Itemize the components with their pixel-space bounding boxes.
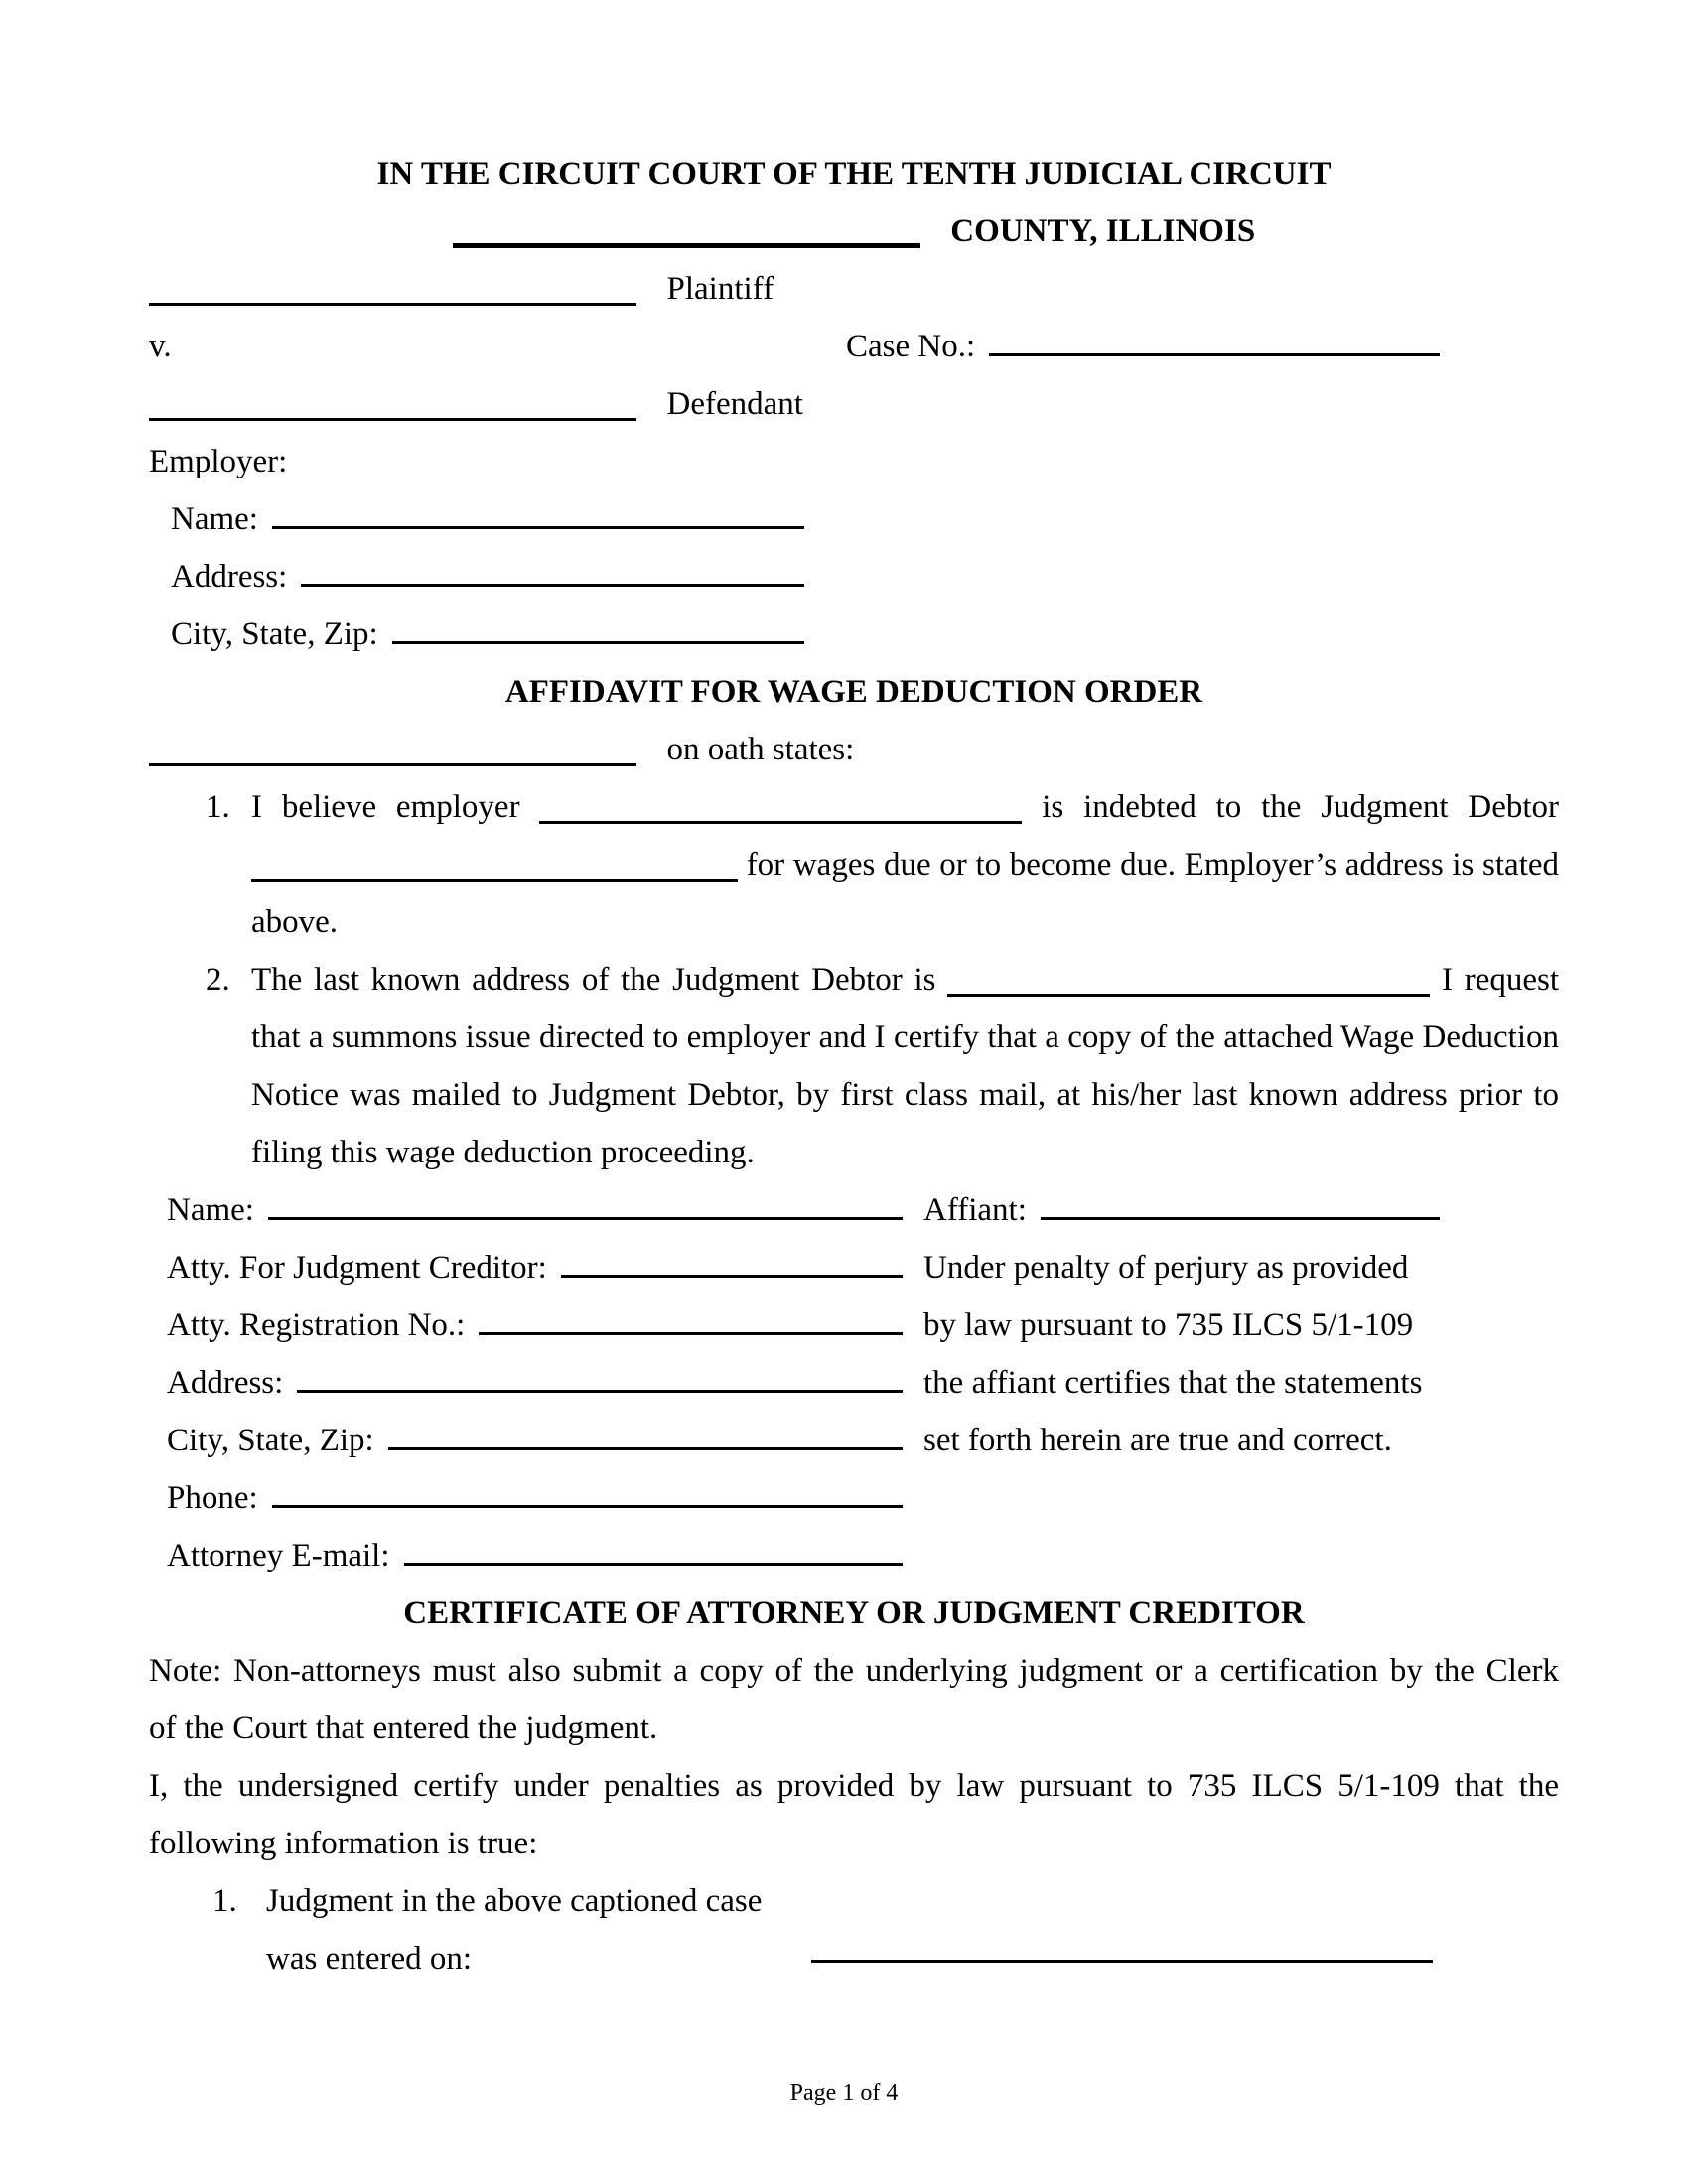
certificate-body-line2	[149, 1815, 1559, 1872]
employer-name-field[interactable]	[272, 496, 804, 529]
sig-email-group	[149, 1527, 903, 1584]
certificate-body-line1	[149, 1757, 1559, 1815]
perjury-line2	[923, 1297, 1440, 1354]
cert-item1-number: 1.	[212, 1883, 237, 1919]
certificate-title-text: CERTIFICATE OF ATTORNEY OR JUDGMENT CREDITOR	[403, 1595, 1305, 1631]
affidavit-title	[149, 663, 1559, 721]
item1-text-a: I believe employer	[251, 789, 520, 825]
affidavit-item1-line3	[149, 893, 1559, 951]
affiant-oath-name-field[interactable]	[149, 734, 636, 766]
sig-city-row	[149, 1412, 1559, 1469]
atty-creditor-field[interactable]	[561, 1245, 903, 1278]
oath-suffix-label: on oath states:	[666, 732, 855, 767]
sig-name-group	[149, 1181, 903, 1239]
county-line	[149, 203, 1559, 260]
court-title	[149, 145, 1559, 203]
certify-text-1: I, the undersigned certify under penalties as provided by law pursuant to 735 ILCS 5/1-109 that the	[149, 1768, 1559, 1804]
sig-city-group	[149, 1412, 903, 1469]
employer-heading-label: Employer:	[149, 444, 288, 479]
employer-name-line	[149, 490, 804, 548]
sig-name-field[interactable]	[268, 1187, 903, 1220]
judgment-date-field[interactable]	[811, 1930, 1433, 1963]
employer-address-line	[149, 548, 804, 606]
affiant-label: Affiant:	[923, 1192, 1027, 1228]
case-number-label: Case No.:	[846, 329, 976, 364]
sig-atty-reg-row	[149, 1297, 1559, 1354]
versus-case-line	[149, 318, 1559, 375]
item1-text-c: for wages due or to become due. Employer’s address is stated	[746, 847, 1559, 883]
perjury-text-3: the affiant certifies that the statements	[923, 1365, 1423, 1401]
cert-item1-text2: was entered on:	[266, 1941, 473, 1977]
certify-text-2: following information is true:	[149, 1826, 538, 1861]
note-text-2: of the Court that entered the judgment.	[149, 1710, 658, 1746]
perjury-line1	[923, 1239, 1440, 1297]
sig-email-field[interactable]	[404, 1533, 903, 1566]
sig-phone-group	[149, 1469, 903, 1527]
certificate-note-line1	[149, 1642, 1559, 1700]
perjury-line4	[923, 1412, 1440, 1469]
sig-phone-field[interactable]	[272, 1475, 903, 1508]
sig-phone-label: Phone:	[167, 1480, 258, 1516]
item1-number: 1.	[206, 789, 230, 825]
perjury-line3	[923, 1354, 1440, 1412]
item1-debtor-field[interactable]	[251, 849, 738, 882]
affidavit-item2-line2	[149, 1009, 1559, 1066]
item2-text-a: The last known address of the Judgment Debtor is	[251, 962, 936, 998]
affidavit-item2-line3	[149, 1066, 1559, 1124]
certificate-item1-line1	[149, 1872, 1559, 1930]
affiant-field[interactable]	[1041, 1187, 1440, 1220]
employer-city-label: City, State, Zip:	[171, 616, 378, 652]
perjury-text-2: by law pursuant to 735 ILCS 5/1-109	[923, 1307, 1414, 1343]
employer-name-label: Name:	[171, 501, 258, 537]
sig-phone-row	[149, 1469, 1559, 1527]
atty-creditor-label: Atty. For Judgment Creditor:	[167, 1250, 547, 1286]
item1-text-d: above.	[251, 904, 339, 940]
item2-debtor-address-field[interactable]	[947, 964, 1430, 997]
note-text-1: Note: Non-attorneys must also submit a copy of the underlying judgment or a certification by the Clerk	[149, 1653, 1559, 1689]
certificate-item1-line2	[149, 1930, 1559, 1987]
employer-address-label: Address:	[171, 559, 288, 595]
atty-reg-field[interactable]	[479, 1302, 903, 1335]
sig-address-label: Address:	[167, 1365, 284, 1401]
plaintiff-name-field[interactable]	[149, 273, 636, 306]
defendant-label: Defendant	[666, 386, 803, 422]
perjury-text-4: set forth herein are true and correct.	[923, 1423, 1392, 1458]
employer-address-field[interactable]	[301, 554, 804, 587]
sig-address-row	[149, 1354, 1559, 1412]
employer-heading	[149, 433, 1559, 490]
certificate-title	[149, 1584, 1559, 1642]
oath-line	[149, 721, 1559, 778]
defendant-name-field[interactable]	[149, 388, 636, 421]
affidavit-item1-line1	[149, 778, 1559, 836]
plaintiff-label: Plaintiff	[666, 271, 774, 307]
form-body	[149, 145, 1559, 1987]
employer-city-line	[149, 606, 804, 663]
sig-city-field[interactable]	[388, 1418, 903, 1450]
item2-number: 2.	[206, 962, 230, 998]
affidavit-item1-line2	[149, 836, 1559, 893]
court-title-text: IN THE CIRCUIT COURT OF THE TENTH JUDICIAL CIRCUIT	[376, 156, 1332, 192]
versus-label: v.	[149, 329, 172, 364]
atty-reg-group	[149, 1297, 903, 1354]
perjury-text-1: Under penalty of perjury as provided	[923, 1250, 1409, 1286]
affidavit-item2-line4	[149, 1124, 1559, 1181]
sig-city-label: City, State, Zip:	[167, 1423, 374, 1458]
item2-text-b: I request	[1441, 962, 1559, 998]
county-suffix-label: COUNTY, ILLINOIS	[950, 213, 1256, 249]
item1-employer-field[interactable]	[539, 791, 1022, 824]
sig-email-label: Attorney E-mail:	[167, 1538, 390, 1573]
sig-address-group	[149, 1354, 903, 1412]
sig-atty-creditor-row	[149, 1239, 1559, 1297]
employer-city-field[interactable]	[392, 612, 804, 644]
item1-text-b: is indebted to the Judgment Debtor	[1042, 789, 1559, 825]
item2-text-e: filing this wage deduction proceeding.	[251, 1135, 755, 1170]
case-number-field[interactable]	[989, 324, 1440, 356]
plaintiff-line	[149, 260, 1559, 318]
defendant-line	[149, 375, 1559, 433]
page-footer	[0, 2064, 1688, 2121]
page-number-label: Page 1 of 4	[789, 2080, 899, 2106]
sig-name-affiant-row	[149, 1181, 1559, 1239]
sig-address-field[interactable]	[297, 1360, 903, 1393]
affiant-group	[923, 1181, 1440, 1239]
affidavit-item2-line1	[149, 951, 1559, 1009]
affidavit-title-text: AFFIDAVIT FOR WAGE DEDUCTION ORDER	[504, 674, 1203, 710]
sig-email-row	[149, 1527, 1559, 1584]
sig-name-label: Name:	[167, 1192, 254, 1228]
atty-creditor-group	[149, 1239, 903, 1297]
atty-reg-label: Atty. Registration No.:	[167, 1307, 466, 1343]
cert-item1-text: Judgment in the above captioned case	[266, 1883, 763, 1919]
item2-text-d: Notice was mailed to Judgment Debtor, by first class mail, at his/her last known address prior to	[251, 1077, 1559, 1113]
item2-text-c: that a summons issue directed to employer and I certify that a copy of the attached Wage Deduction	[251, 1020, 1559, 1055]
case-number-group	[846, 318, 1440, 375]
certificate-note-line2	[149, 1700, 1559, 1757]
county-blank-field[interactable]	[453, 213, 920, 248]
